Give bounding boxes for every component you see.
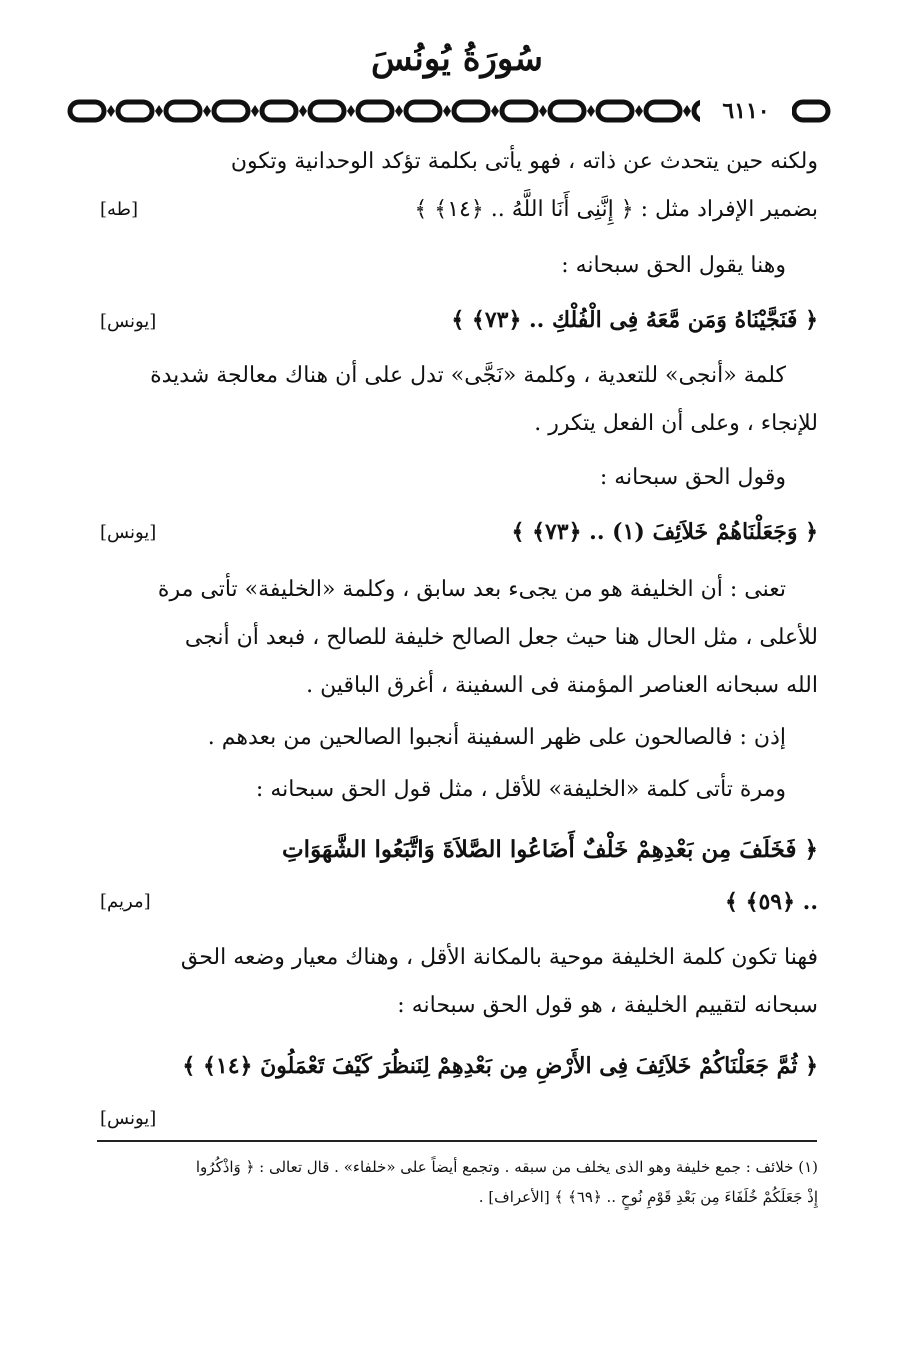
verse-1: ﴿ فَنَجَّيْنَاهُ وَمَن مَّعَهُ فِى الْفُلْكِ .. ﴿٧٣﴾ ﴾	[451, 307, 818, 333]
verse-2: ﴿ وَجَعَلْنَاهُمْ خَلاَئِفَ (١) .. ﴿٧٣﴾ ﴾	[511, 519, 818, 545]
paragraph-1-line-1: ولكنه حين يتحدث عن ذاته ، فهو يأتى بكلمة تؤكد الوحدانية وتكون	[230, 149, 818, 174]
paragraph-7: ومرة تأتى كلمة «الخليفة» للأقل ، مثل قول الحق سبحانه :	[255, 777, 786, 802]
page-number: ٦١١٠	[700, 96, 792, 126]
footnote-line-2: إِذْ جَعَلَكُمْ خُلَفَاءَ مِن بَعْدِ قَوْمِ نُوحٍ .. ﴿٦٩﴾ ﴾ [الأعراف] .	[478, 1188, 818, 1206]
paragraph-5-line-3: الله سبحانه العناصر المؤمنة فى السفينة ، أغرق الباقين .	[306, 673, 818, 698]
paragraph-1-line-2: بضمير الإفراد مثل : ﴿ إِنَّنِى أَنَا اللَّهُ .. ﴿١٤﴾ ﴾	[414, 197, 818, 222]
footnote-divider	[97, 1140, 817, 1142]
verse-1-reference: [يونس]	[100, 311, 157, 332]
paragraph-5-line-1: تعنى : أن الخليفة هو من يجىء بعد سابق ، وكلمة «الخليفة» تأتى مرة	[157, 577, 786, 602]
paragraph-6: إذن : فالصالحون على ظهر السفينة أنجبوا الصالحين من بعدهم .	[207, 725, 786, 750]
paragraph-8-line-1: فهنا تكون كلمة الخليفة موحية بالمكانة الأقل ، وهناك معيار وضعه الحق	[180, 945, 818, 970]
paragraph-5-line-2: للأعلى ، مثل الحال هنا حيث جعل الصالح خليفة للصالح ، فبعد أن أنجى	[184, 625, 818, 650]
verse-3-line-2: .. ﴿٥٩﴾ ﴾	[725, 889, 818, 915]
verse-4-reference: [يونس]	[100, 1108, 157, 1129]
paragraph-3-line-1: كلمة «أنجى» للتعدية ، وكلمة «نَجَّى» تدل على أن هناك معالجة شديدة	[150, 363, 786, 388]
reference-taha: [طه]	[100, 199, 139, 220]
footnote-line-1: (١) خلائف : جمع خليفة وهو الذى يخلف من سبقه . وتجمع أيضاً على «خلفاء» . قال تعالى : ﴿ وَاذْكُرُوا	[195, 1158, 818, 1176]
verse-3-line-1: ﴿ فَخَلَفَ مِن بَعْدِهِمْ خَلْفٌ أَضَاعُوا الصَّلاَةَ وَاتَّبَعُوا الشَّهَوَاتِ	[282, 836, 818, 863]
surah-title: سُورَةُ يُونُسَ	[371, 39, 543, 79]
paragraph-3-line-2: للإنجاء ، وعلى أن الفعل يتكرر .	[534, 411, 818, 436]
verse-4: ﴿ ثُمَّ جَعَلْنَاكُمْ خَلاَئِفَ فِى الأَرْضِ مِن بَعْدِهِمْ لِنَنظُرَ كَيْفَ تَعْمَلُونَ ﴿١٤﴾ ﴾	[182, 1053, 818, 1079]
verse-2-reference: [يونس]	[100, 522, 157, 543]
paragraph-8-line-2: سبحانه لتقييم الخليفة ، هو قول الحق سبحانه :	[397, 993, 818, 1018]
paragraph-2: وهنا يقول الحق سبحانه :	[561, 253, 786, 278]
verse-3-reference: [مريم]	[100, 891, 151, 912]
paragraph-4: وقول الحق سبحانه :	[599, 465, 786, 490]
